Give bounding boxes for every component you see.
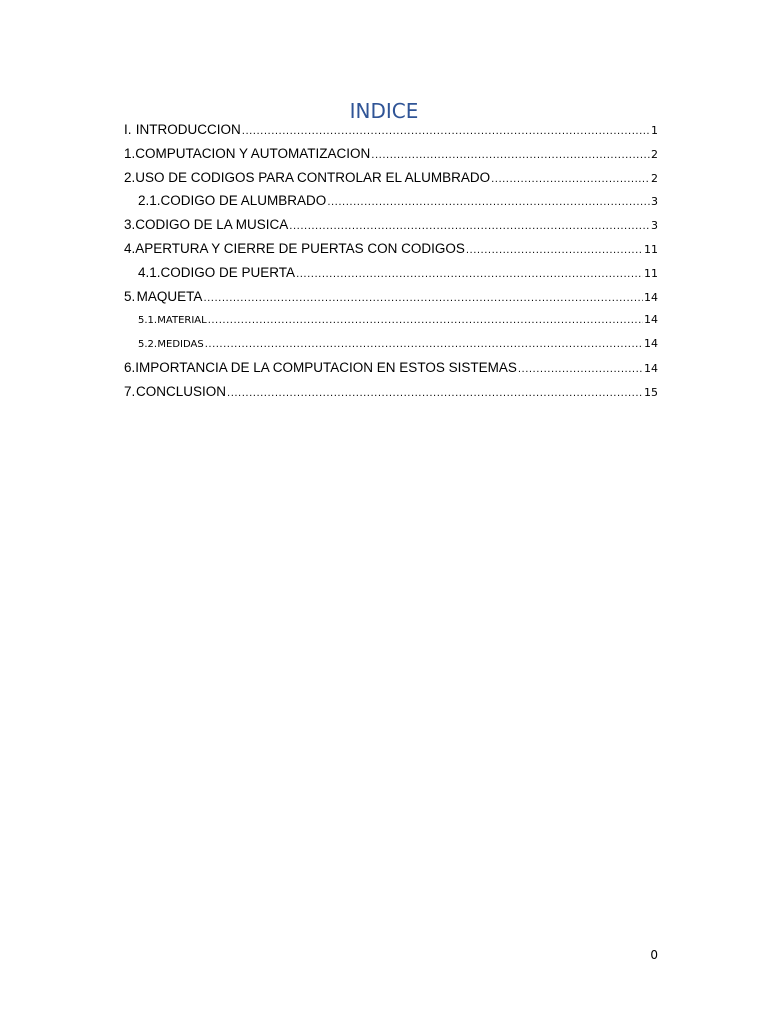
toc-dot-leader xyxy=(205,339,643,350)
toc-entry-number: 6. xyxy=(124,360,136,375)
toc-entry-number: 3. xyxy=(124,217,136,232)
toc-entry-page: 11 xyxy=(644,243,658,256)
toc-entry-number: 5.1. xyxy=(138,315,158,326)
toc-entry-label: CONCLUSION xyxy=(136,384,227,399)
toc-entry-label: USO DE CODIGOS PARA CONTROLAR EL ALUMBRADO xyxy=(135,170,491,185)
toc-entry-codigo-de-alumbrado[interactable] xyxy=(124,193,658,215)
toc-entry-number: 5. xyxy=(124,289,136,304)
toc-entry-introduccion[interactable] xyxy=(124,122,658,144)
toc-entry-label: CODIGO DE ALUMBRADO xyxy=(160,193,327,208)
toc-entry-number: 4.1. xyxy=(138,265,161,280)
toc-entry-page: 3 xyxy=(651,219,658,232)
toc-entry-page: 2 xyxy=(651,148,658,161)
toc-entry-label: MEDIDAS xyxy=(157,339,204,350)
toc-dot-leader xyxy=(327,197,650,208)
toc-entry-label: CODIGO DE PUERTA xyxy=(160,265,296,280)
toc-dot-leader xyxy=(518,364,643,375)
toc-entry-uso-de-codigos[interactable] xyxy=(124,170,658,192)
toc-dot-leader xyxy=(466,245,643,256)
toc-entry-computacion-automatizacion[interactable] xyxy=(124,146,658,168)
toc-entry-page: 14 xyxy=(644,337,658,350)
toc-dot-leader xyxy=(289,221,650,232)
toc-entry-material[interactable] xyxy=(124,313,658,335)
toc-dot-leader xyxy=(491,174,650,185)
toc-entry-page: 1 xyxy=(651,124,658,137)
toc-entry-codigo-de-puerta[interactable] xyxy=(124,265,658,287)
toc-dot-leader xyxy=(242,126,650,137)
toc-entry-label: MAQUETA xyxy=(136,289,203,304)
toc-entry-number: 5.2. xyxy=(138,339,158,350)
toc-entry-label: APERTURA Y CIERRE DE PUERTAS CON CODIGOS xyxy=(135,241,465,256)
toc-dot-leader xyxy=(296,269,643,280)
toc-entry-number: 2.1. xyxy=(138,193,161,208)
toc-title: INDICE xyxy=(349,99,419,123)
toc-entry-medidas[interactable] xyxy=(124,337,658,359)
toc-entry-number: 7. xyxy=(124,384,136,399)
toc-entry-page: 2 xyxy=(651,172,658,185)
toc-entry-label: CODIGO DE LA MUSICA xyxy=(135,217,289,232)
toc-entry-label: IMPORTANCIA DE LA COMPUTACION EN ESTOS SISTEMAS xyxy=(135,360,517,375)
toc-entry-page: 3 xyxy=(651,195,658,208)
toc-entry-apertura-cierre-puertas[interactable] xyxy=(124,241,658,263)
toc-dot-leader xyxy=(227,388,643,399)
toc-entry-number: 2. xyxy=(124,170,136,185)
toc-entry-label: MATERIAL xyxy=(157,315,207,326)
toc-entry-page: 14 xyxy=(644,291,658,304)
toc-entry-number: 4. xyxy=(124,241,136,256)
toc-entry-number: 1. xyxy=(124,146,136,161)
toc-dot-leader xyxy=(203,293,643,304)
toc-entry-page: 14 xyxy=(644,313,658,326)
toc-entry-page: 15 xyxy=(644,386,658,399)
toc-entry-conclusion[interactable] xyxy=(124,384,658,406)
toc-entry-page: 11 xyxy=(644,267,658,280)
toc-entry-codigo-de-la-musica[interactable] xyxy=(124,217,658,239)
toc-dot-leader xyxy=(371,150,650,161)
toc-entry-importancia-computacion[interactable] xyxy=(124,360,658,382)
footer-page-number: 0 xyxy=(650,948,658,962)
toc-entry-label: INTRODUCCION xyxy=(135,122,241,137)
toc-entry-label: COMPUTACION Y AUTOMATIZACION xyxy=(135,146,371,161)
toc-entry-maqueta[interactable] xyxy=(124,289,658,311)
toc-dot-leader xyxy=(208,315,643,326)
toc-entry-number: I. xyxy=(124,122,132,137)
toc-entry-page: 14 xyxy=(644,362,658,375)
